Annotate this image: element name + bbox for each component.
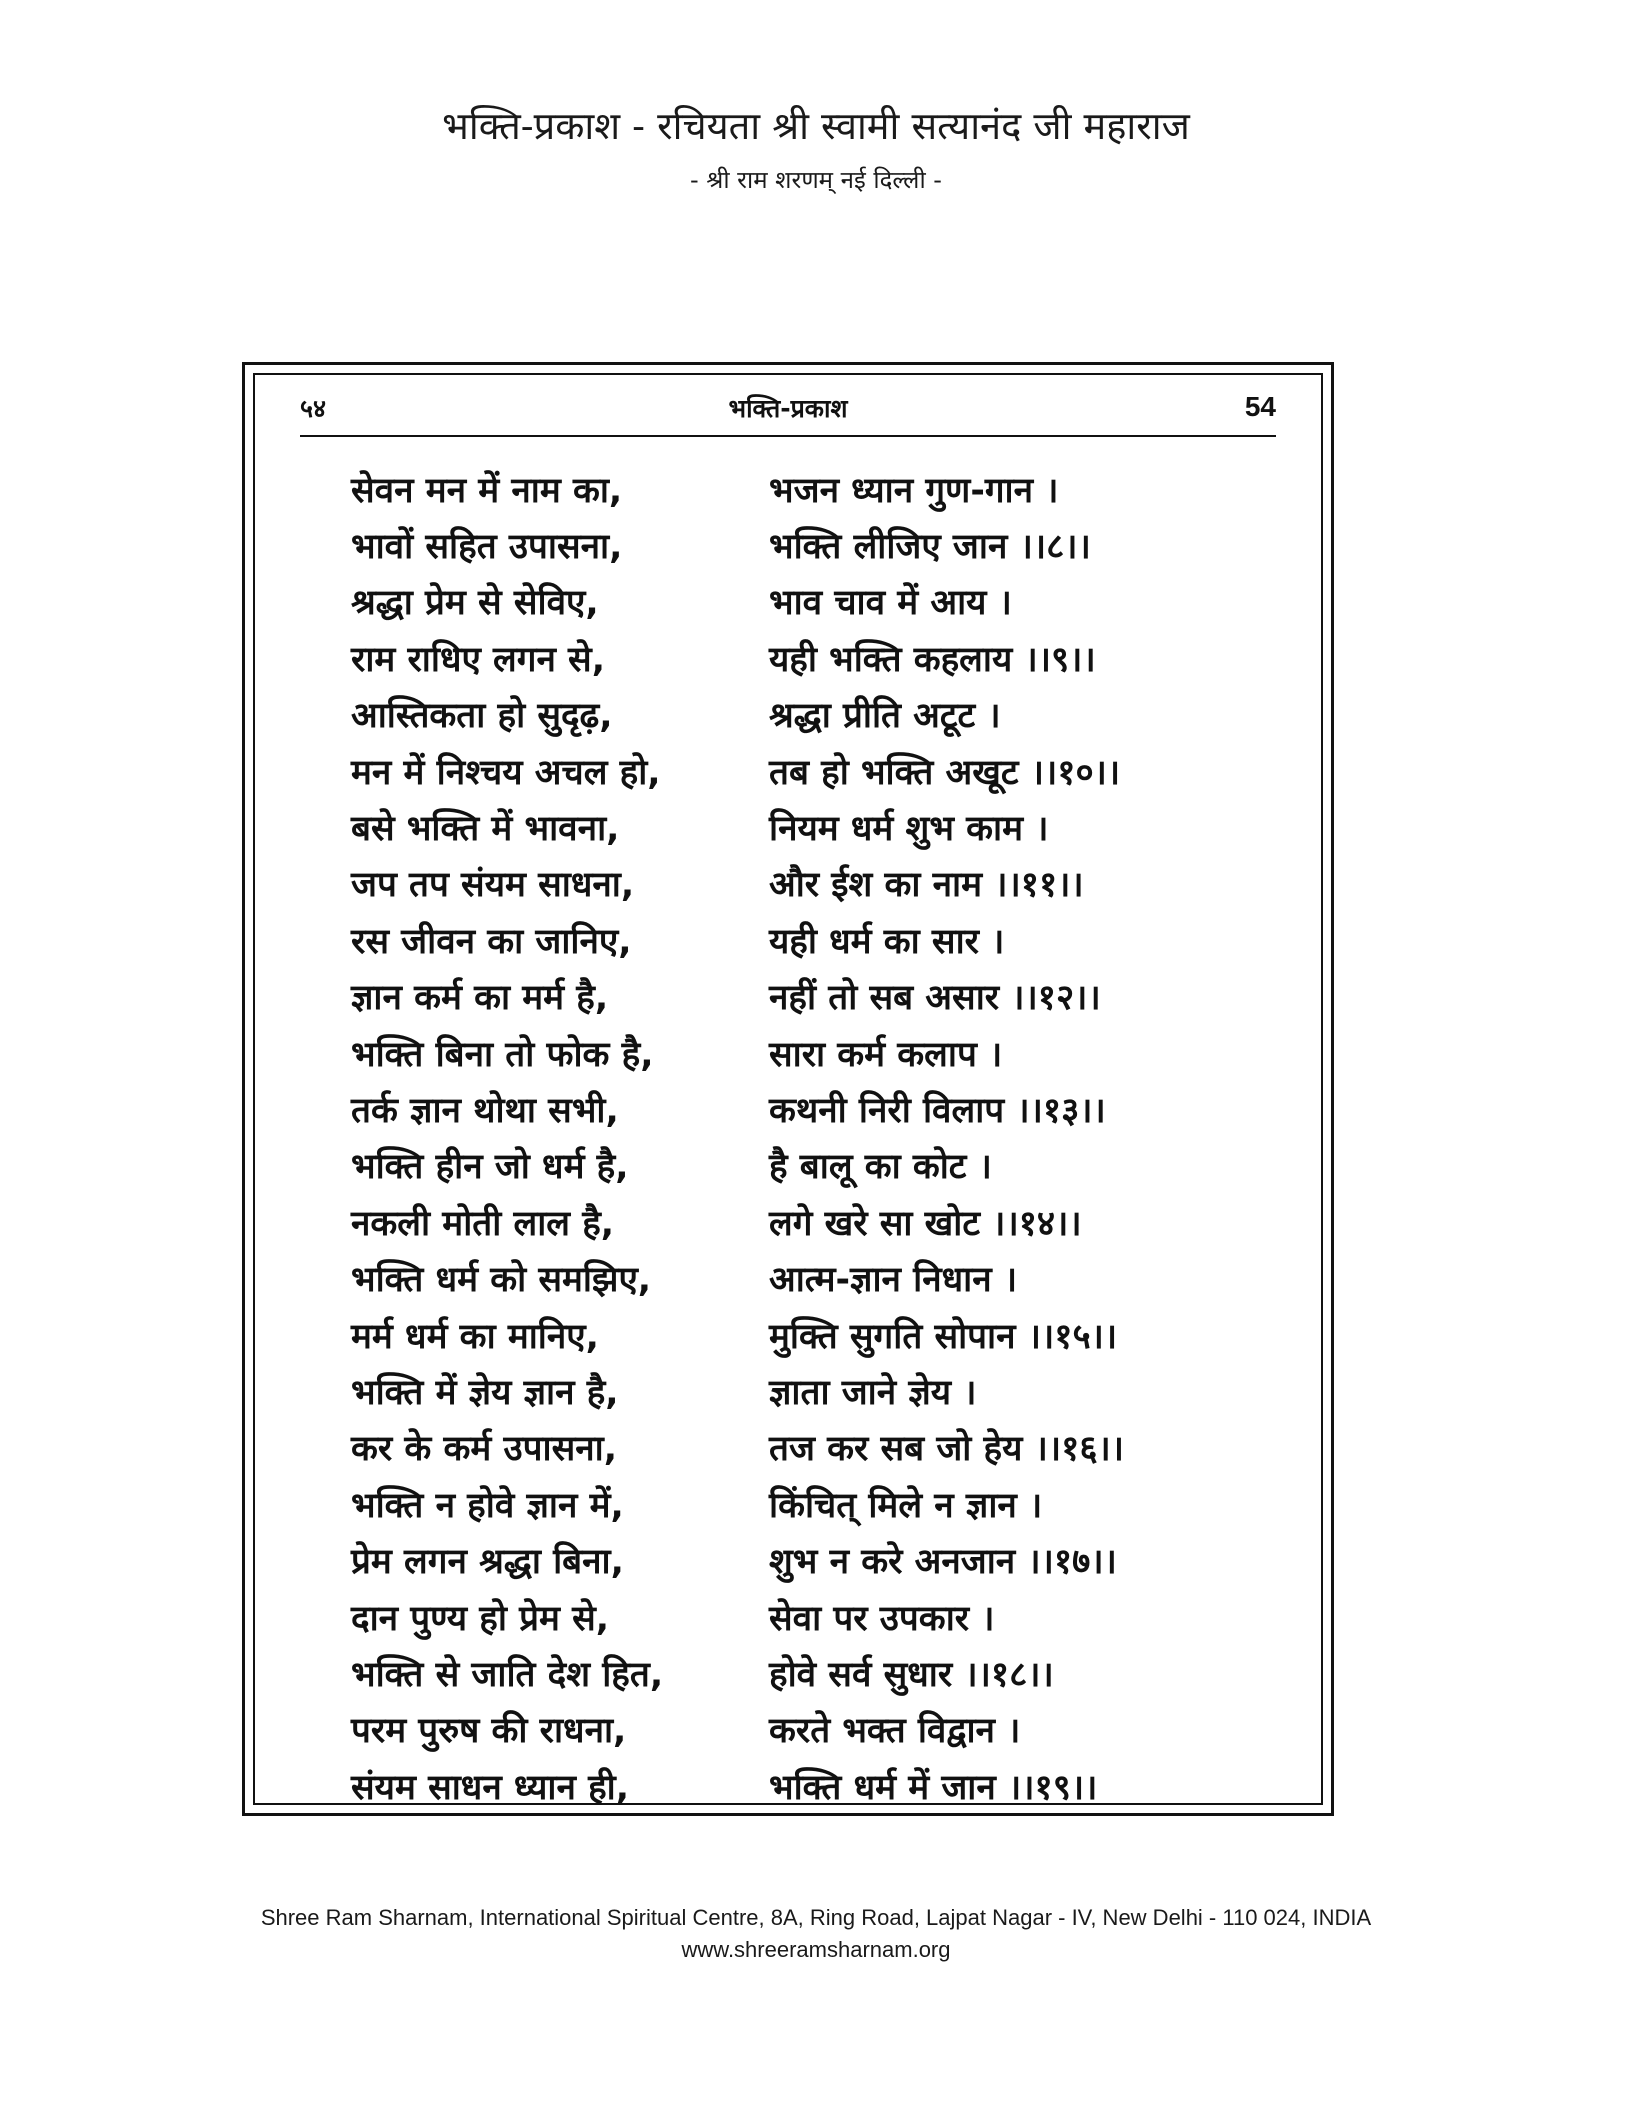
verse-first-half: परम पुरुष की राधना, — [351, 1711, 627, 1752]
verse-line — [351, 630, 1251, 686]
verse-second-half: है बालू का कोट । — [769, 1147, 992, 1188]
verse-second-half: नहीं तो सब असार ।।१२।। — [769, 978, 1101, 1019]
verse-line — [351, 1476, 1251, 1532]
verse-line — [351, 1363, 1251, 1419]
page-number-devanagari: ५४ — [300, 394, 327, 423]
verse-second-half: ज्ञाता जाने ज्ञेय । — [769, 1372, 977, 1413]
verse-line — [351, 1532, 1251, 1588]
verse-first-half: मर्म धर्म का मानिए, — [351, 1316, 599, 1357]
verse-first-half: ज्ञान कर्म का मर्म है, — [351, 978, 609, 1019]
verse-first-half: कर के कर्म उपासना, — [351, 1429, 618, 1470]
page-header — [0, 100, 1632, 200]
verse-second-half: किंचित् मिले न ज्ञान । — [769, 1485, 1043, 1526]
verse-line — [351, 743, 1251, 799]
verse-first-half: भावों सहित उपासना, — [351, 527, 623, 568]
verse-first-half: जप तप संयम साधना, — [351, 865, 635, 906]
page-number: 54 — [1244, 391, 1276, 422]
footer-website: www.shreeramsharnam.org — [681, 1937, 951, 1962]
verse-first-half: रस जीवन का जानिए, — [351, 921, 632, 962]
verse-second-half: करते भक्त विद्वान । — [769, 1711, 1021, 1752]
running-title: भक्ति-प्रकाश — [728, 394, 848, 423]
verse-second-half: तब हो भक्ति अखूट ।।१०।। — [769, 752, 1121, 793]
verse-line — [351, 1081, 1251, 1137]
verse-line — [351, 517, 1251, 573]
verse-first-half: बसे भक्ति में भावना, — [351, 809, 620, 850]
verse-second-half: कथनी निरी विलाप ।।१३।। — [769, 1090, 1106, 1131]
page-subtitle: - श्री राम शरणम् नई दिल्ली - — [690, 166, 942, 194]
verse-first-half: श्रद्धा प्रेम से सेविए, — [351, 583, 599, 624]
verse-line — [351, 687, 1251, 743]
verse-second-half: और ईश का नाम ।।११।। — [769, 865, 1084, 906]
verse-line — [351, 1307, 1251, 1363]
verse-second-half: तज कर सब जो हेय ।।१६।। — [769, 1429, 1125, 1470]
verse-line — [351, 461, 1251, 517]
verse-first-half: भक्ति न होवे ज्ञान में, — [351, 1485, 624, 1526]
verse-second-half: मुक्ति सुगति सोपान ।।१५।। — [769, 1316, 1118, 1357]
verse-second-half: शुभ न करे अनजान ।।१७।। — [769, 1542, 1117, 1583]
verse-second-half: लगे खरे सा खोट ।।१४।। — [769, 1203, 1082, 1244]
verse-line — [351, 912, 1251, 968]
verse-first-half: दान पुण्य हो प्रेम से, — [351, 1598, 610, 1639]
verse-line — [351, 574, 1251, 630]
verse-second-half: भजन ध्यान गुण-गान । — [769, 470, 1059, 511]
verse-line — [351, 1025, 1251, 1081]
verse-first-half: भक्ति से जाति देश हित, — [351, 1654, 664, 1695]
verse-second-half: सारा कर्म कलाप । — [769, 1034, 1003, 1075]
verse-second-half: श्रद्धा प्रीति अटूट । — [769, 696, 1001, 737]
verse-first-half: भक्ति हीन जो धर्म है, — [351, 1147, 629, 1188]
verse-second-half: आत्म-ज्ञान निधान । — [769, 1260, 1018, 1301]
verse-first-half: मन में निश्चय अचल हो, — [351, 752, 661, 793]
verse-first-half: भक्ति में ज्ञेय ज्ञान है, — [351, 1372, 619, 1413]
verse-second-half: भक्ति धर्म में जान ।।१९।। — [769, 1767, 1098, 1808]
verse-second-half: यही धर्म का सार । — [769, 921, 1005, 962]
book-page-frame — [242, 362, 1334, 1816]
verse-first-half: भक्ति धर्म को समझिए, — [351, 1260, 652, 1301]
verse-line — [351, 1194, 1251, 1250]
verse-line — [351, 856, 1251, 912]
verse-first-half: प्रेम लगन श्रद्धा बिना, — [351, 1542, 624, 1583]
verse-first-half: तर्क ज्ञान थोथा सभी, — [351, 1090, 619, 1131]
page-title: भक्ति-प्रकाश - रचियता श्री स्वामी सत्यानंद जी महाराज — [442, 104, 1190, 148]
verse-second-half: यही भक्ति कहलाय ।।९।। — [769, 639, 1096, 680]
verse-second-half: भक्ति लीजिए जान ।।८।। — [769, 527, 1091, 568]
verse-line — [351, 1420, 1251, 1476]
verse-first-half: संयम साधन ध्यान ही, — [351, 1767, 630, 1808]
verse-second-half: भाव चाव में आय । — [769, 583, 1012, 624]
verse-first-half: सेवन मन में नाम का, — [351, 470, 623, 511]
running-head — [300, 391, 1276, 431]
verse-line — [351, 1138, 1251, 1194]
verse-line — [351, 1758, 1251, 1814]
book-page-inner-border — [253, 373, 1323, 1808]
verse-line — [351, 1645, 1251, 1701]
verse-second-half: सेवा पर उपकार । — [769, 1598, 995, 1639]
footer-address: Shree Ram Sharnam, International Spiritual Centre, 8A, Ring Road, Lajpat Nagar - IV, New Delhi - 110 024, INDIA — [260, 1905, 1372, 1930]
verse-first-half: आस्तिकता हो सुदृढ़, — [351, 696, 613, 737]
verse-line — [351, 1702, 1251, 1758]
verse-first-half: नकली मोती लाल है, — [351, 1203, 615, 1244]
running-head-rule — [300, 435, 1276, 437]
verse-first-half: राम राधिए लगन से, — [351, 639, 606, 680]
verse-line — [351, 799, 1251, 855]
verse-line — [351, 1250, 1251, 1306]
verse-second-half: नियम धर्म शुभ काम । — [769, 809, 1049, 850]
verse-first-half: भक्ति बिना तो फोक है, — [351, 1034, 654, 1075]
verse-line — [351, 1589, 1251, 1645]
verse-line — [351, 969, 1251, 1025]
page-footer — [0, 1902, 1632, 1966]
verse-second-half: होवे सर्व सुधार ।।१८।। — [769, 1654, 1054, 1695]
verse-list — [351, 461, 1251, 1814]
